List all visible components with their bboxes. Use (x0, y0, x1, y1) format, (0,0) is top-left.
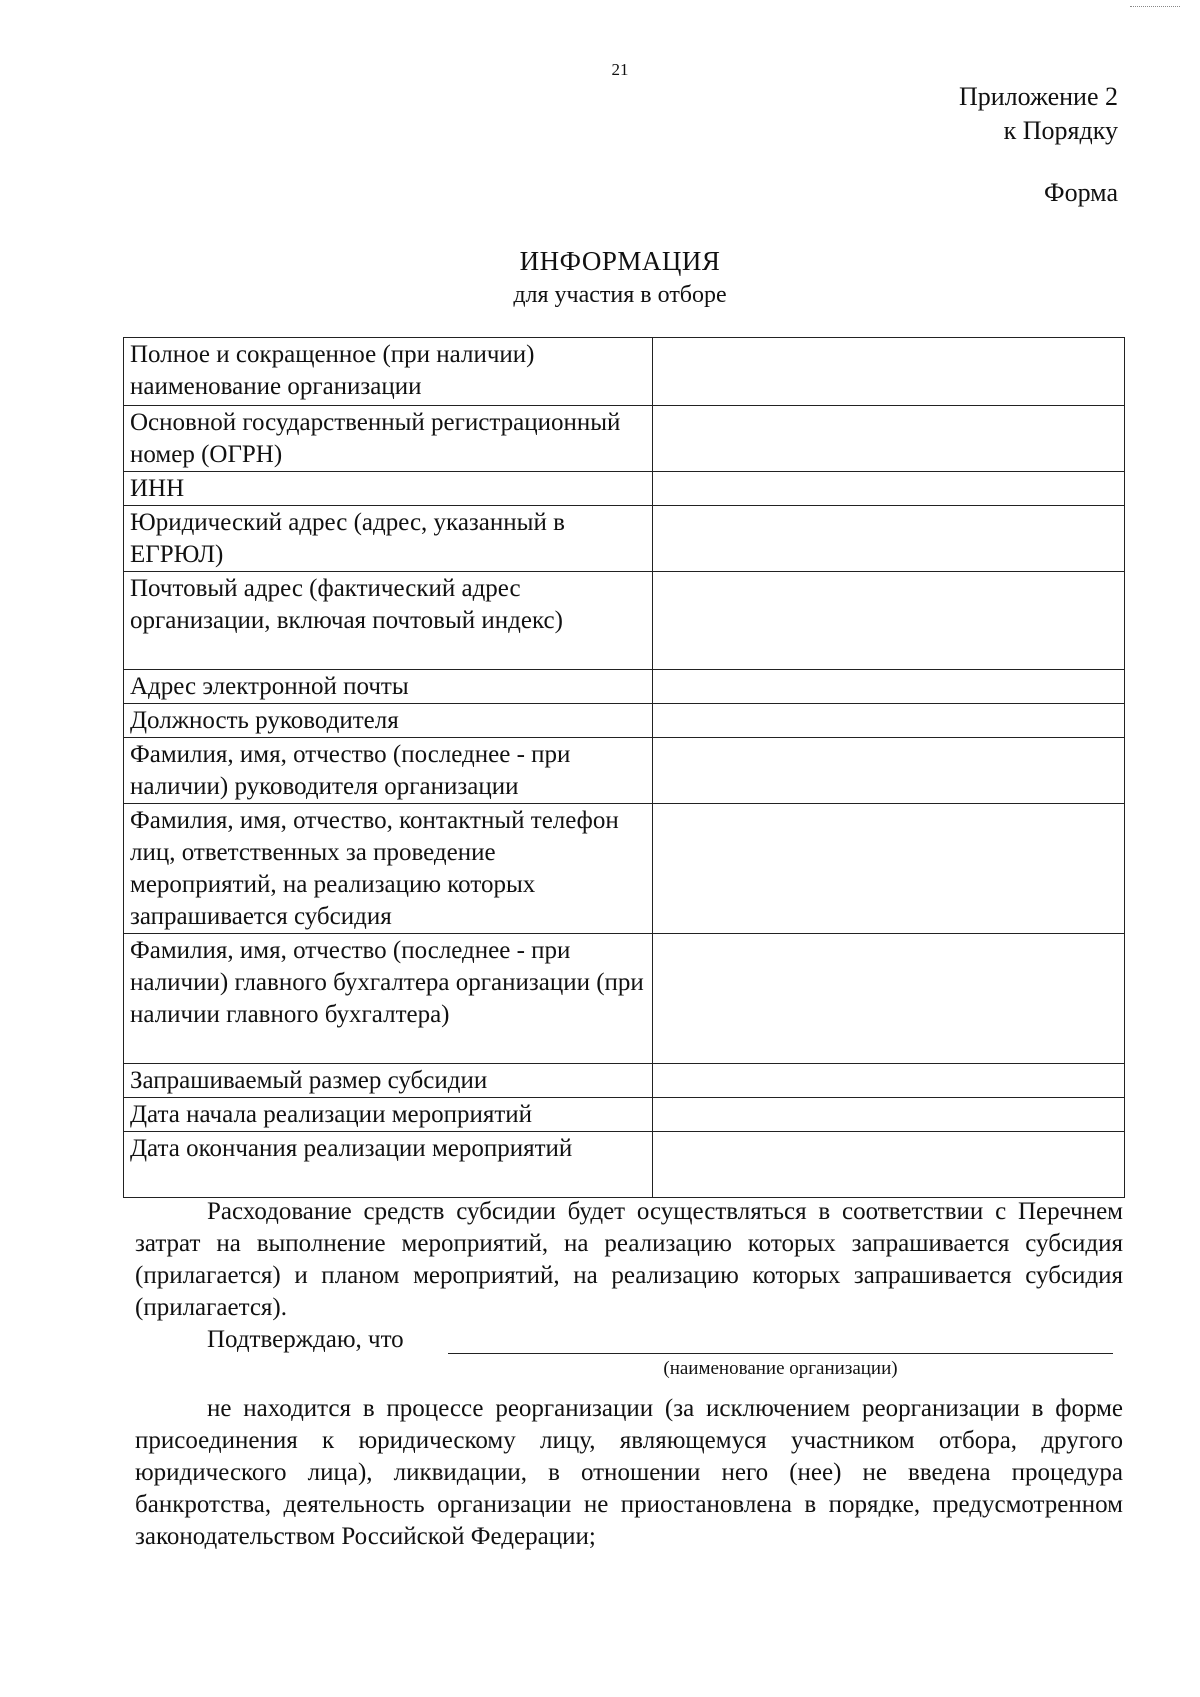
status-paragraph (135, 1393, 1123, 1553)
document-subtitle: для участия в отборе (513, 282, 727, 308)
row-value-field[interactable] (653, 338, 1125, 406)
row-label: Почтовый адрес (фактический адрес организации, включая почтовый индекс) (124, 572, 653, 670)
row-value-field[interactable] (653, 506, 1125, 572)
page-number: 21 (611, 60, 629, 79)
row-value-field[interactable] (653, 1098, 1125, 1132)
row-label: Дата окончания реализации мероприятий (124, 1132, 653, 1198)
form-label: Форма (1044, 178, 1118, 207)
row-label: Должность руководителя (124, 704, 653, 738)
status-text: не находится в процессе реорганизации (за исключением реорганизации в форме присоединения к юридическому лицу, являющемуся участником отбора, другого юридического лица), ликвидации, в отношении него (нее) не введена процедура банкротства, деятельность организации не приостановлена в порядке, предусмотренном законодательством Российской Федерации; (135, 1395, 1123, 1550)
row-value-field[interactable] (653, 804, 1125, 934)
table-row (124, 704, 1125, 738)
row-value-field[interactable] (653, 572, 1125, 670)
table-row (124, 338, 1125, 406)
organization-name-field[interactable] (448, 1353, 1113, 1354)
confirm-prefix: Подтверждаю, что (207, 1326, 404, 1353)
row-label: Полное и сокращенное (при наличии) наименование организации (124, 338, 653, 406)
table-row (124, 804, 1125, 934)
row-value-field[interactable] (653, 738, 1125, 804)
expenses-paragraph (135, 1196, 1123, 1324)
table-row (124, 406, 1125, 472)
organization-name-caption: (наименование организации) (663, 1358, 898, 1379)
table-row (124, 1132, 1125, 1198)
row-label: ИНН (124, 472, 653, 506)
table-row (124, 506, 1125, 572)
expenses-text: Расходование средств субсидии будет осуществляться в соответствии с Перечнем затрат на выполнение мероприятий, на реализацию которых запрашивается субсидия (прилагается) и планом мероприятий, на реализацию которых запрашивается субсидия (прилагается). (135, 1198, 1123, 1321)
row-value-field[interactable] (653, 1132, 1125, 1198)
row-label: Фамилия, имя, отчество (последнее - при наличии) руководителя организации (124, 738, 653, 804)
table-row (124, 934, 1125, 1064)
page-corner-mark (1130, 0, 1180, 7)
appendix-line-2: к Порядку (1003, 116, 1118, 145)
info-table (123, 337, 1125, 1198)
appendix-header (959, 80, 1118, 148)
row-value-field[interactable] (653, 704, 1125, 738)
table-row (124, 572, 1125, 670)
row-value-field[interactable] (653, 934, 1125, 1064)
row-value-field[interactable] (653, 472, 1125, 506)
row-value-field[interactable] (653, 406, 1125, 472)
table-row (124, 670, 1125, 704)
row-label: Юридический адрес (адрес, указанный в ЕГРЮЛ) (124, 506, 653, 572)
row-label: Фамилия, имя, отчество (последнее - при наличии) главного бухгалтера организации (при наличии главного бухгалтера) (124, 934, 653, 1064)
row-value-field[interactable] (653, 670, 1125, 704)
row-label: Фамилия, имя, отчество, контактный телефон лиц, ответственных за проведение мероприятий, на реализацию которых запрашивается субсидия (124, 804, 653, 934)
row-value-field[interactable] (653, 1064, 1125, 1098)
table-row (124, 472, 1125, 506)
row-label: Запрашиваемый размер субсидии (124, 1064, 653, 1098)
row-label: Основной государственный регистрационный номер (ОГРН) (124, 406, 653, 472)
table-row (124, 1064, 1125, 1098)
row-label: Дата начала реализации мероприятий (124, 1098, 653, 1132)
appendix-line-1: Приложение 2 (958, 82, 1118, 111)
row-label: Адрес электронной почты (124, 670, 653, 704)
table-row (124, 738, 1125, 804)
document-title: ИНФОРМАЦИЯ (519, 246, 721, 276)
table-row (124, 1098, 1125, 1132)
